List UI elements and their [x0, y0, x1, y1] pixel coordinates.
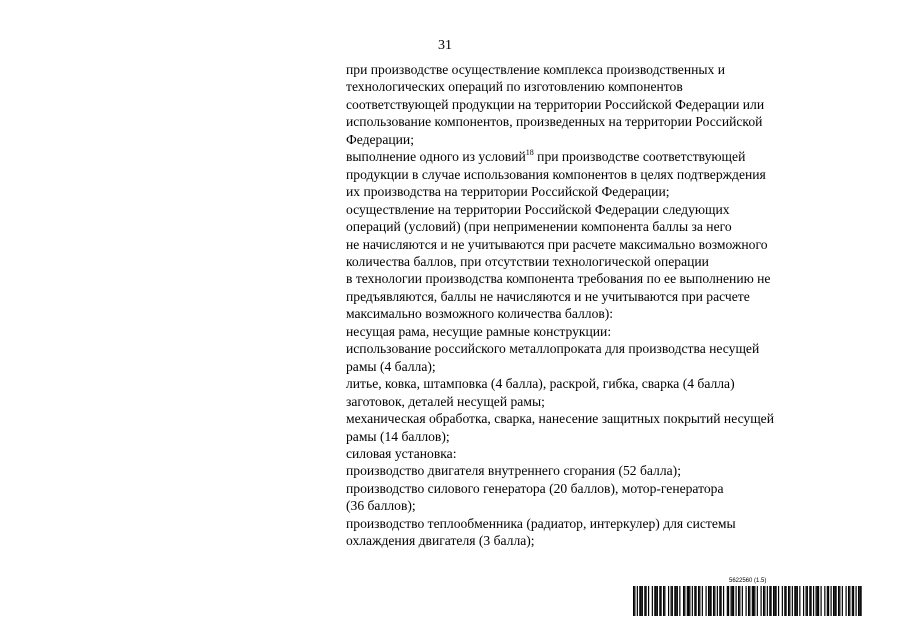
barcode-bar: [807, 586, 808, 616]
barcode-bar: [789, 586, 790, 616]
barcode-bar: [733, 586, 734, 616]
barcode-bar: [674, 586, 675, 616]
text-line: [346, 61, 836, 78]
barcode-bar: [799, 586, 800, 616]
barcode-bar: [694, 586, 695, 616]
text-line: [346, 515, 836, 532]
text-line-content: производство двигателя внутреннего сгорания (52 балла);: [346, 463, 681, 479]
barcode-bar: [818, 586, 819, 616]
barcode-bar: [828, 586, 829, 616]
barcode-bar: [856, 586, 857, 616]
barcode-bar: [656, 586, 657, 616]
barcode-bar: [706, 586, 707, 616]
barcode-bar: [824, 586, 825, 616]
barcode-bar: [848, 586, 849, 616]
barcode-bar: [699, 586, 700, 616]
text-line-content: заготовок, деталей несущей рамы;: [346, 393, 545, 409]
barcode-bar: [664, 586, 665, 616]
barcode-bar: [788, 586, 789, 616]
barcode-bar: [671, 586, 672, 616]
barcode-bar: [786, 586, 787, 616]
barcode-bar: [698, 586, 699, 616]
barcode-bar: [676, 586, 677, 616]
barcode-bar: [739, 586, 740, 616]
text-line-content: силовая установка:: [346, 445, 457, 461]
text-line-content: Федерации;: [346, 131, 414, 147]
barcode-bar: [742, 586, 743, 616]
text-line-content: использование компонентов, произведенных на территории Российской: [346, 114, 763, 130]
text-line: [346, 183, 836, 200]
text-line: [346, 78, 836, 95]
barcode-bar: [853, 586, 854, 616]
text-line-content: количества баллов, при отсутствии технологической операции: [346, 253, 709, 269]
text-line-content: использование российского металлопроката для производства несущей: [346, 341, 760, 357]
barcode-bar: [713, 586, 714, 616]
barcode-bar: [717, 586, 718, 616]
text-line-content: несущая рама, несущие рамные конструкции:: [346, 323, 612, 339]
text-line: [346, 323, 836, 340]
text-line: [346, 201, 836, 218]
barcode-bar: [646, 586, 647, 616]
barcode-bar: [821, 586, 822, 616]
barcode-bar: [677, 586, 678, 616]
text-line-content: при производстве осуществление комплекса производственных и: [346, 62, 725, 77]
text-line-content: операций (условий) (при неприменении компонента баллы за него: [346, 219, 732, 235]
barcode-bar: [689, 586, 690, 616]
text-line: [346, 288, 836, 305]
barcode-bar: [634, 586, 635, 616]
barcode-bar: [684, 586, 685, 616]
barcode-bar: [846, 586, 847, 616]
barcode-bar: [639, 586, 640, 616]
barcode-bar: [849, 586, 850, 616]
barcode-bar: [861, 586, 862, 616]
page-number: 31: [438, 38, 452, 53]
text-line: [346, 497, 836, 514]
barcode-bar: [637, 586, 638, 616]
barcode-bar: [738, 586, 739, 616]
barcode-bar: [719, 586, 720, 616]
text-line: [346, 218, 836, 235]
barcode-bar: [661, 586, 662, 616]
body-text: [346, 61, 836, 550]
text-line-content: соответствующей продукции на территории Российской Федерации или: [346, 96, 765, 112]
barcode-bar: [784, 586, 785, 616]
text-line-continuation: при производстве соответствующей: [533, 149, 746, 165]
text-line: [346, 532, 836, 549]
barcode-bar: [833, 586, 834, 616]
barcode-bar: [736, 586, 737, 616]
barcode-bar: [692, 586, 693, 616]
barcode-bar: [688, 586, 689, 616]
barcode-bar: [764, 586, 765, 616]
barcode-bar: [838, 586, 839, 616]
barcode-bar: [749, 586, 750, 616]
barcode-bar: [806, 586, 807, 616]
text-line-content: выполнение одного из условий: [346, 149, 526, 165]
barcode-bar: [644, 586, 645, 616]
barcode-bar: [782, 586, 783, 616]
barcode-bar: [767, 586, 768, 616]
barcode-bar: [657, 586, 658, 616]
barcode-bar: [748, 586, 749, 616]
barcode-bar: [859, 586, 860, 616]
barcode-bar: [642, 586, 643, 616]
text-line: [346, 375, 836, 392]
text-line-content: рамы (14 баллов);: [346, 428, 450, 444]
barcode-caption: 5622560 (1.5): [729, 578, 767, 584]
barcode-bar: [811, 586, 812, 616]
text-line-content: литье, ковка, штамповка (4 балла), раскрой, гибка, сварка (4 балла): [346, 376, 735, 392]
barcode-bar: [831, 586, 832, 616]
barcode-bar: [731, 586, 732, 616]
barcode-bar: [668, 586, 669, 616]
barcode-bar: [774, 586, 775, 616]
barcode: [633, 578, 863, 618]
barcode-bar: [778, 586, 779, 616]
barcode-bar: [827, 586, 828, 616]
text-line: [346, 428, 836, 445]
text-line: [346, 236, 836, 253]
text-line-content: технологических операций по изготовлению компонентов: [346, 79, 683, 95]
barcode-bar: [633, 586, 634, 616]
text-line: [346, 113, 836, 130]
barcode-bar: [776, 586, 777, 616]
barcode-bar: [652, 586, 653, 616]
barcode-bar: [659, 586, 660, 616]
barcode-bar: [709, 586, 710, 616]
text-line: [346, 166, 836, 183]
barcode-bar: [816, 586, 817, 616]
barcode-bar: [836, 586, 837, 616]
barcode-bar: [696, 586, 697, 616]
text-line-content: максимально возможного количества баллов):: [346, 306, 614, 322]
barcode-bar: [723, 586, 724, 616]
barcode-bar: [641, 586, 642, 616]
barcode-bar: [852, 586, 853, 616]
text-line-content: производство силового генератора (20 баллов), мотор-генератора: [346, 480, 724, 496]
barcode-bar: [702, 586, 703, 616]
barcode-bar: [771, 586, 772, 616]
barcode-bar: [672, 586, 673, 616]
text-line: [346, 270, 836, 287]
text-line: [346, 340, 836, 357]
text-line-content: производство теплообменника (радиатор, интеркулер) для системы: [346, 515, 736, 531]
barcode-bar: [803, 586, 804, 616]
barcode-bar: [792, 586, 793, 616]
text-line: [346, 305, 836, 322]
barcode-bar: [746, 586, 747, 616]
text-line: [346, 445, 836, 462]
barcode-bar: [727, 586, 728, 616]
text-line-content: не начисляются и не учитываются при расчете максимально возможного: [346, 236, 768, 252]
barcode-bar: [839, 586, 840, 616]
barcode-bar: [721, 586, 722, 616]
text-line-content: осуществление на территории Российской Федерации следующих: [346, 201, 730, 217]
text-line: [346, 410, 836, 427]
barcode-bar: [708, 586, 709, 616]
barcode-bar: [797, 586, 798, 616]
barcode-bar: [663, 586, 664, 616]
text-line: [346, 253, 836, 270]
barcode-bar: [817, 586, 818, 616]
text-line-content: охлаждения двигателя (3 балла);: [346, 533, 535, 549]
text-line-content: продукции в случае использования компонентов в целях подтверждения: [346, 166, 766, 182]
barcode-bar: [728, 586, 729, 616]
text-line: [346, 393, 836, 410]
barcode-bar: [732, 586, 733, 616]
barcode-bar: [809, 586, 810, 616]
barcode-image: [633, 586, 863, 616]
text-line: [346, 148, 836, 165]
barcode-bar: [648, 586, 649, 616]
barcode-bar: [763, 586, 764, 616]
text-line: [346, 131, 836, 148]
text-line-content: механическая обработка, сварка, нанесение защитных покрытий несущей: [346, 411, 774, 427]
barcode-bar: [858, 586, 859, 616]
barcode-bar: [679, 586, 680, 616]
barcode-bar: [654, 586, 655, 616]
barcode-bar: [752, 586, 753, 616]
barcode-bar: [711, 586, 712, 616]
text-line-content: в технологии производства компонента требования по ее выполнению не: [346, 271, 771, 287]
text-line: [346, 462, 836, 479]
barcode-bar: [769, 586, 770, 616]
barcode-bar: [842, 586, 843, 616]
text-line: [346, 480, 836, 497]
barcode-bar: [796, 586, 797, 616]
text-line-content: предъявляются, баллы не начисляются и не учитываются при расчете: [346, 288, 750, 304]
barcode-bar: [753, 586, 754, 616]
text-line-content: их производства на территории Российской Федерации;: [346, 184, 670, 200]
barcode-bar: [834, 586, 835, 616]
barcode-bar: [683, 586, 684, 616]
footnote-reference: 18: [525, 148, 534, 158]
barcode-bar: [754, 586, 755, 616]
barcode-bar: [687, 586, 688, 616]
barcode-bar: [757, 586, 758, 616]
barcode-bar: [761, 586, 762, 616]
barcode-bar: [714, 586, 715, 616]
barcode-bar: [813, 586, 814, 616]
text-line: [346, 96, 836, 113]
barcode-bar: [773, 586, 774, 616]
barcode-bar: [794, 586, 795, 616]
text-line-content: рамы (4 балла);: [346, 358, 436, 374]
text-line-content: (36 баллов);: [346, 498, 416, 514]
text-line: [346, 358, 836, 375]
